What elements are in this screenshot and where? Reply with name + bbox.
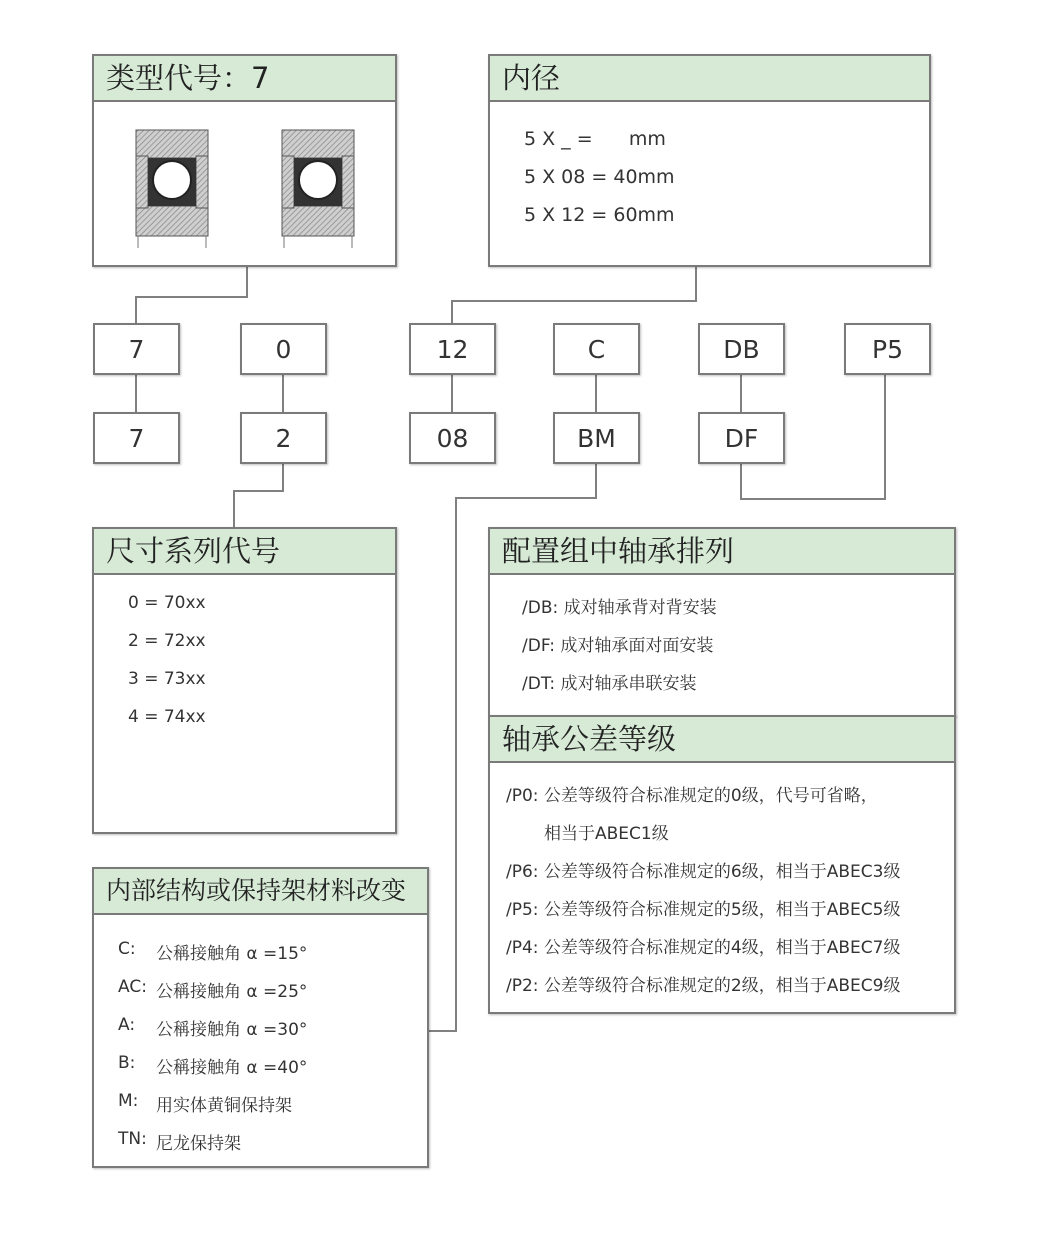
connector-type-v2 <box>135 296 137 324</box>
structure-code: AC: <box>118 977 147 997</box>
tolerance-line: /P6: 公差等级符合标准规定的6级，相当于ABEC3级 <box>506 862 901 882</box>
code-top-size: 0 <box>240 323 327 375</box>
bore-box <box>488 54 931 267</box>
bearing-cross-section-icon <box>134 128 364 248</box>
connector-bm-h2 <box>428 1030 457 1032</box>
connector-bm-v1 <box>595 464 597 499</box>
size-series-line: 2 = 72xx <box>128 631 206 651</box>
arrangement-line: /DB: 成对轴承背对背安装 <box>522 598 717 618</box>
structure-desc: 公稱接触角 α =15° <box>156 944 308 964</box>
code-top-structure: C <box>553 323 640 375</box>
size-series-title: 尺寸系列代号 <box>94 529 395 575</box>
structure-desc: 公稱接触角 α =25° <box>156 982 308 1002</box>
connector-df-v <box>740 464 742 500</box>
bore-line: 5 X _ = mm <box>524 128 666 150</box>
connector-bm-h1 <box>455 497 597 499</box>
connector-df-p5-h <box>740 498 886 500</box>
tolerance-line: /P5: 公差等级符合标准规定的5级，相当于ABEC5级 <box>506 900 901 920</box>
structure-desc: 用实体黄铜保持架 <box>156 1096 292 1116</box>
connector-p5-v <box>884 374 886 500</box>
code-top-arrangement: DB <box>698 323 785 375</box>
structure-box <box>92 867 429 1168</box>
type-code-title: 类型代号：7 <box>94 56 395 102</box>
connector-db-df <box>740 374 742 412</box>
type-code-box <box>92 54 397 267</box>
code-bottom-arrangement: DF <box>698 412 785 464</box>
bore-title: 内径 <box>490 56 929 102</box>
connector-bore-h <box>451 300 697 302</box>
tolerance-line: /P2: 公差等级符合标准规定的2级，相当于ABEC9级 <box>506 976 901 996</box>
structure-desc: 公稱接触角 α =30° <box>156 1020 308 1040</box>
structure-code: M: <box>118 1091 139 1111</box>
tolerance-line: /P4: 公差等级符合标准规定的4级，相当于ABEC7级 <box>506 938 901 958</box>
code-bottom-structure: BM <box>553 412 640 464</box>
code-top-bore: 12 <box>409 323 496 375</box>
arrangement-line: /DT: 成对轴承串联安装 <box>522 674 697 694</box>
code-bottom-size: 2 <box>240 412 327 464</box>
tolerance-line: /P0: 公差等级符合标准规定的0级，代号可省略， <box>506 786 878 806</box>
code-bottom-bore: 08 <box>409 412 496 464</box>
structure-title: 内部结构或保持架材料改变 <box>94 869 427 915</box>
structure-code: TN: <box>118 1129 147 1149</box>
bore-line: 5 X 08 = 40mm <box>524 166 675 188</box>
structure-code: C: <box>118 939 136 959</box>
arrangement-line: /DF: 成对轴承面对面安装 <box>522 636 714 656</box>
connector-0-2 <box>282 374 284 412</box>
bearing-right <box>282 130 354 248</box>
bore-line: 5 X 12 = 60mm <box>524 204 675 226</box>
connector-2-size-v2 <box>233 490 235 528</box>
size-series-line: 0 = 70xx <box>128 593 206 613</box>
connector-type-v1 <box>246 266 248 298</box>
connector-bm-v2 <box>455 497 457 1032</box>
tolerance-line: 相当于ABEC1级 <box>544 824 669 844</box>
connector-bore-v2 <box>451 300 453 324</box>
connector-type-h <box>135 296 248 298</box>
arrangement-box <box>488 527 956 717</box>
code-top-type: 7 <box>93 323 180 375</box>
connector-2-size-h <box>233 490 284 492</box>
code-top-tolerance: P5 <box>844 323 931 375</box>
connector-7 <box>135 374 137 412</box>
connector-2-size-v1 <box>282 464 284 492</box>
structure-desc: 公稱接触角 α =40° <box>156 1058 308 1078</box>
connector-12-08 <box>451 374 453 412</box>
size-series-box <box>92 527 397 834</box>
connector-c-bm <box>595 374 597 412</box>
tolerance-title: 轴承公差等级 <box>490 717 954 763</box>
arrangement-title: 配置组中轴承排列 <box>490 529 954 575</box>
bearing-left <box>136 130 208 248</box>
structure-desc: 尼龙保持架 <box>156 1134 241 1154</box>
size-series-line: 4 = 74xx <box>128 707 206 727</box>
structure-code: B: <box>118 1053 136 1073</box>
connector-bore-v1 <box>695 266 697 302</box>
tolerance-box <box>488 715 956 1014</box>
structure-code: A: <box>118 1015 136 1035</box>
code-bottom-type: 7 <box>93 412 180 464</box>
size-series-line: 3 = 73xx <box>128 669 206 689</box>
